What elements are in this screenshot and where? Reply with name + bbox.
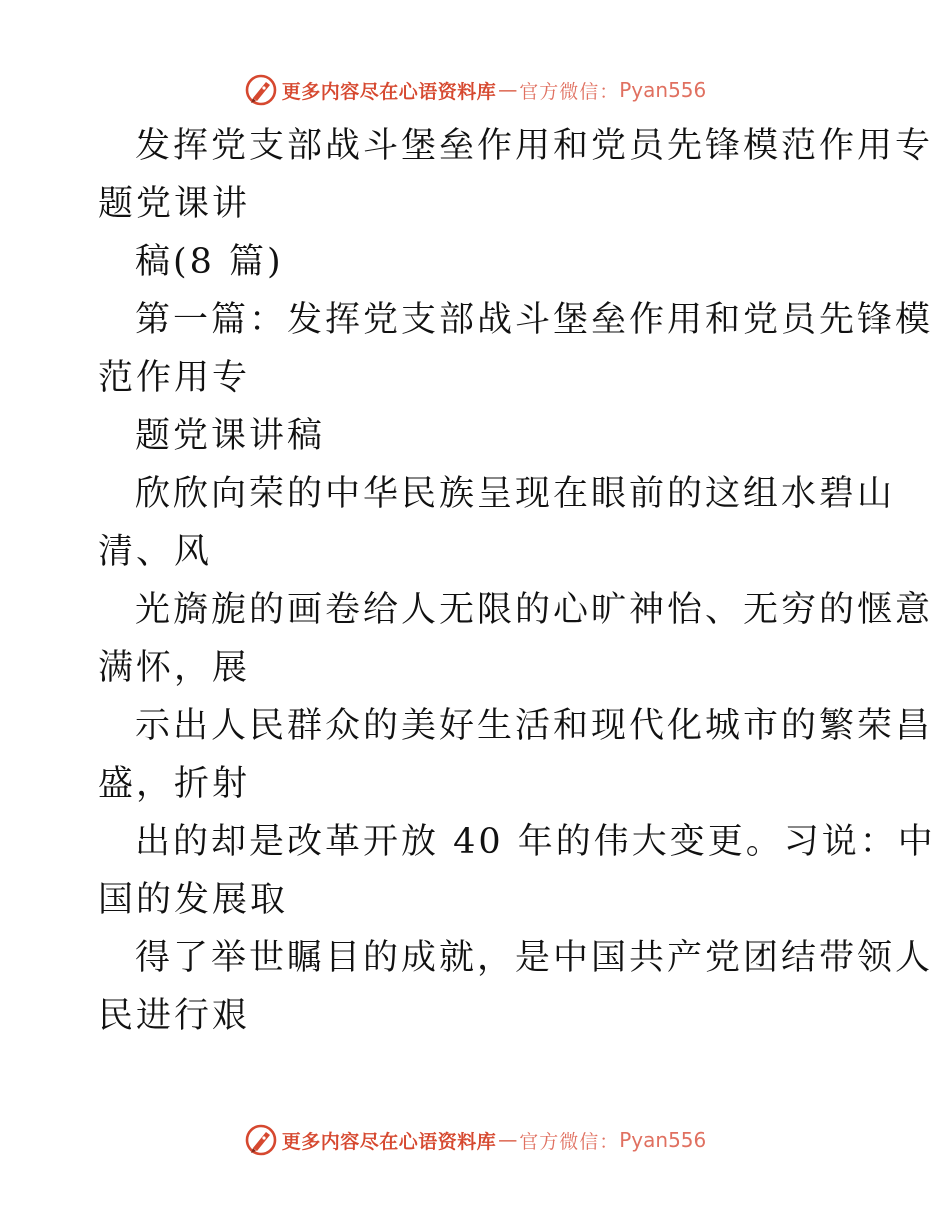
footer-dash: — <box>498 1129 518 1151</box>
text-line: 示出人民群众的美好生活和现代化城市的繁荣昌 <box>135 706 934 746</box>
footer-site-text: 更多内容尽在心语资料库 <box>281 1130 497 1153</box>
text-line: 光旖旎的画卷给人无限的心旷神怡、无穷的惬意 <box>135 590 934 630</box>
header-wechat-label: 官方微信： <box>519 80 620 103</box>
footer-wechat-label: 官方微信： <box>519 1130 620 1153</box>
text-line: 盛，折射 <box>98 764 251 804</box>
title-line-1: 发挥党支部战斗堡垒作用和党员先锋模范作用专 <box>135 126 934 166</box>
pen-logo-icon <box>244 73 278 107</box>
text-line: 欣欣向荣的中华民族呈现在眼前的这组水碧山 <box>135 474 896 514</box>
header-dash: — <box>498 79 518 101</box>
text-line: 得了举世瞩目的成就，是中国共产党团结带领人 <box>135 938 934 978</box>
text-line: 题党课讲稿 <box>135 416 326 456</box>
header-wechat-id: Pyan556 <box>619 78 707 102</box>
text-line: 第一篇：发挥党支部战斗堡垒作用和党员先锋模 <box>135 300 934 340</box>
header-banner <box>0 70 950 110</box>
text-line: 民进行艰 <box>98 996 251 1036</box>
footer-banner-content[interactable] <box>244 1123 707 1157</box>
text-line: 满怀，展 <box>98 648 251 688</box>
pen-logo-icon <box>244 1123 278 1157</box>
text-line: 清、风 <box>98 532 213 572</box>
title-line-3: 稿(8 篇) <box>135 242 284 282</box>
text-line: 国的发展取 <box>98 880 289 920</box>
text-line: 出的却是改革开放 40 年的伟大变更。习说：中 <box>135 822 936 862</box>
title-line-2: 题党课讲 <box>98 184 251 224</box>
header-banner-content[interactable] <box>244 73 707 107</box>
footer-wechat-id: Pyan556 <box>619 1128 707 1152</box>
footer-banner <box>0 1120 950 1160</box>
header-site-text: 更多内容尽在心语资料库 <box>281 80 497 103</box>
document-body <box>98 117 936 1045</box>
text-line: 范作用专 <box>98 358 251 398</box>
